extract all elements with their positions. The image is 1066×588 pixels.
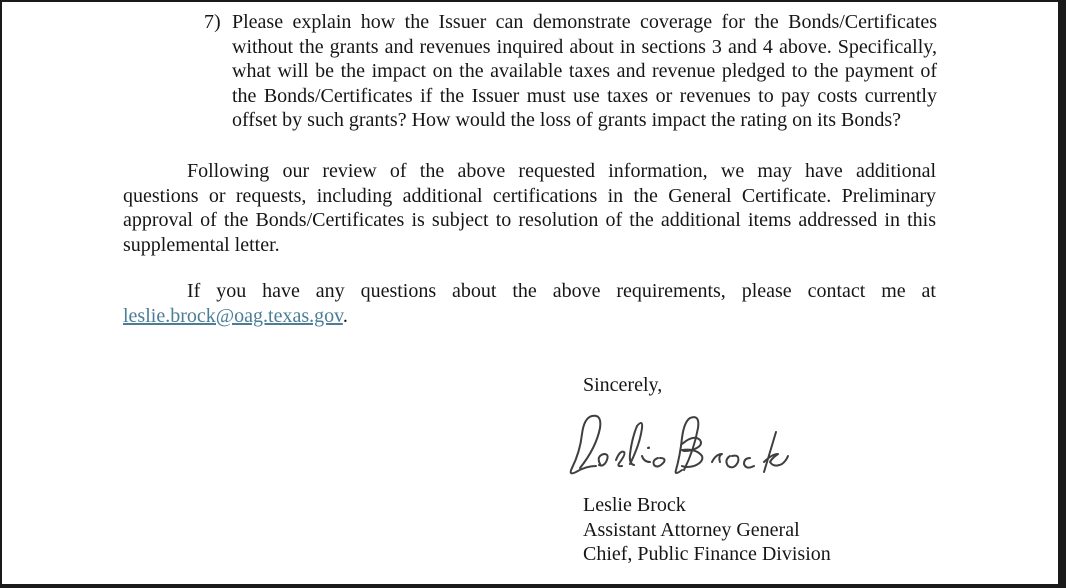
- item-7-line-5: offset by such grants? How would the loss of grants impact the rating on its Bonds?: [232, 109, 901, 132]
- signature-stroke-brock: [676, 417, 788, 473]
- review-line-3: approval of the Bonds/Certificates is subject to resolution of the additional items addressed in this: [123, 209, 936, 232]
- signature-image: [566, 404, 796, 484]
- signature-stroke-leslie: [571, 416, 665, 474]
- signer-title-2: Chief, Public Finance Division: [583, 543, 831, 566]
- salutation: [583, 373, 883, 398]
- contact-line-2: [123, 304, 936, 329]
- item-7-paragraph: [204, 10, 937, 133]
- item-7-line-2: without the grants and revenues inquired about in sections 3 and 4 above. Specifically,: [232, 35, 937, 58]
- salutation-text: Sincerely,: [583, 374, 663, 396]
- email-link[interactable]: leslie.brock@oag.texas.gov: [123, 304, 343, 327]
- item-7-line-4: the Bonds/Certificates if the Issuer must use taxes or revenues to pay costs currently: [232, 84, 937, 107]
- signer-name: Leslie Brock: [583, 494, 686, 516]
- signature-block: [583, 493, 963, 567]
- signer-title-1: Assistant Attorney General: [583, 518, 800, 541]
- page-edge-right: [1058, 0, 1066, 588]
- page-edge-left: [0, 0, 2, 588]
- page-edge-bottom: [0, 584, 1066, 588]
- review-line-1: Following our review of the above requested information, we may have additional: [187, 160, 936, 182]
- contact-paragraph: [123, 279, 936, 328]
- review-line-2: questions or requests, including additional certifications in the General Certificate. Preliminary: [123, 184, 936, 207]
- item-7-marker: 7): [204, 11, 221, 33]
- page-edge-top: [0, 0, 1066, 2]
- item-7-line-3: what will be the impact on the available taxes and revenue pledged to the payment of: [232, 60, 937, 83]
- review-paragraph: [123, 159, 936, 257]
- contact-line-1: If you have any questions about the above requirements, please contact me at: [187, 280, 936, 302]
- review-line-4: supplemental letter.: [123, 233, 280, 256]
- email-trailing-period: .: [342, 304, 348, 327]
- item-7-line-1: Please explain how the Issuer can demonstrate coverage for the Bonds/Certificates: [232, 11, 937, 33]
